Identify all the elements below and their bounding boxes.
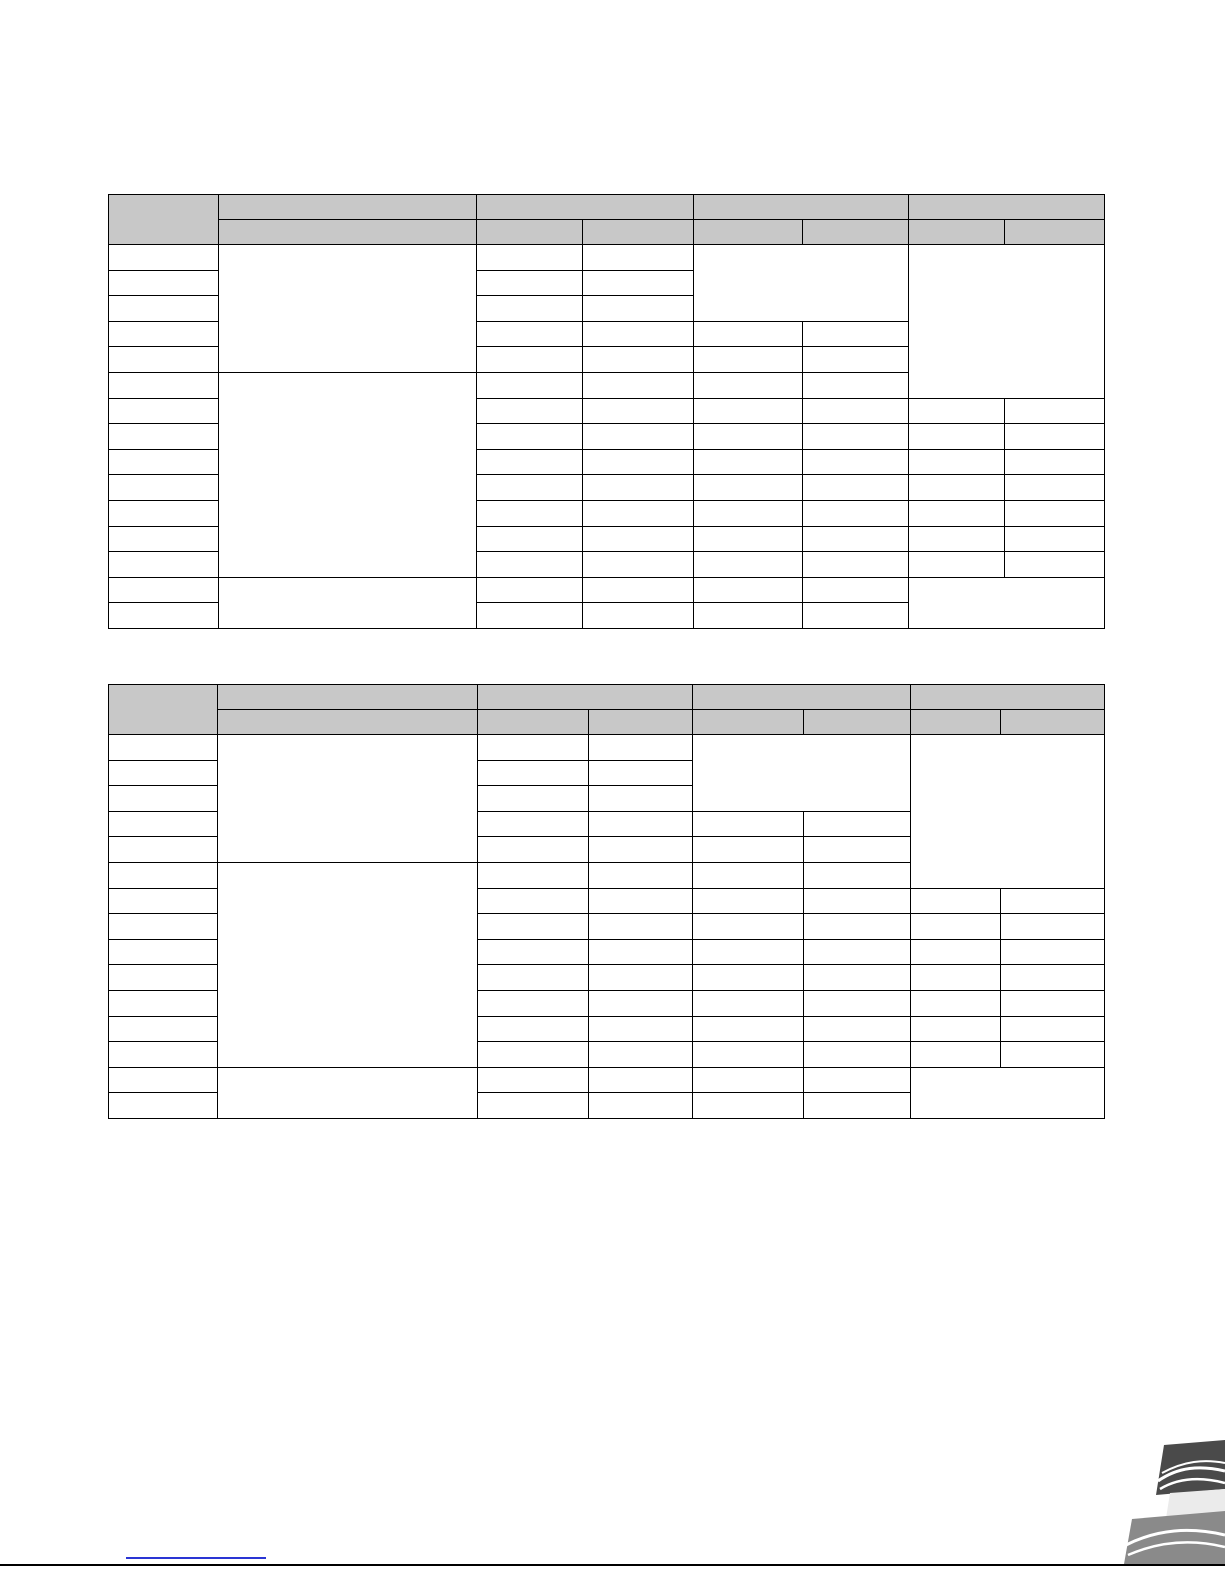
table-cell: [589, 837, 693, 863]
table-cell: [804, 1093, 911, 1119]
table-cell: [693, 990, 804, 1016]
table-cell: [693, 888, 804, 914]
table-cell: [109, 760, 218, 786]
table-row: [109, 577, 1105, 603]
table-cell: [803, 526, 909, 552]
subheader-cell: [909, 220, 1005, 245]
table-cell: [1005, 398, 1105, 424]
table-cell: [478, 735, 589, 761]
header-cell: [109, 685, 218, 735]
subheader-cell: [911, 710, 1001, 735]
table-cell: [477, 245, 583, 271]
table-cell: [109, 270, 219, 296]
table-cell: [693, 914, 804, 940]
table-cell: [583, 245, 694, 271]
table-cell: [803, 347, 909, 373]
table-cell: [478, 811, 589, 837]
table-row: [109, 245, 1105, 271]
table-cell: [109, 577, 219, 603]
table-cell: [693, 1042, 804, 1068]
table-cell: [693, 811, 804, 837]
table-cell: [694, 603, 803, 629]
table-cell: [109, 1093, 218, 1119]
table-cell: [109, 552, 219, 578]
merged-cell: [218, 735, 478, 863]
table-cell: [803, 603, 909, 629]
table-cell: [694, 526, 803, 552]
table-cell: [909, 475, 1005, 501]
table-cell: [589, 1042, 693, 1068]
table-cell: [109, 245, 219, 271]
table-cell: [693, 1016, 804, 1042]
table-cell: [694, 424, 803, 450]
table-cell: [803, 577, 909, 603]
table-cell: [803, 500, 909, 526]
table-cell: [1001, 888, 1105, 914]
table-cell: [478, 786, 589, 812]
table-cell: [109, 603, 219, 629]
table-row: [109, 735, 1105, 761]
table-cell: [911, 1042, 1001, 1068]
table-cell: [478, 837, 589, 863]
table-cell: [478, 939, 589, 965]
table-cell: [589, 786, 693, 812]
table-cell: [109, 321, 219, 347]
table-cell: [1001, 990, 1105, 1016]
table-cell: [583, 552, 694, 578]
table-cell: [1005, 475, 1105, 501]
table-cell: [911, 939, 1001, 965]
table-cell: [583, 270, 694, 296]
footer-rule: [0, 1564, 1225, 1566]
table-cell: [1005, 424, 1105, 450]
subheader-cell: [693, 710, 804, 735]
subheader-cell: [1001, 710, 1105, 735]
table-cell: [477, 526, 583, 552]
merged-cell: [909, 577, 1105, 628]
table-cell: [911, 914, 1001, 940]
table-cell: [804, 1042, 911, 1068]
header-cell: [693, 685, 911, 710]
header-cell: [478, 685, 693, 710]
table-cell: [583, 500, 694, 526]
table-cell: [583, 424, 694, 450]
table-cell: [694, 475, 803, 501]
table-cell: [109, 939, 218, 965]
table-cell: [477, 500, 583, 526]
merged-cell: [218, 862, 478, 1067]
table-cell: [589, 735, 693, 761]
subheader-cell: [1005, 220, 1105, 245]
table-cell: [589, 914, 693, 940]
table-cell: [1005, 449, 1105, 475]
table-cell: [803, 449, 909, 475]
table-cell: [477, 603, 583, 629]
table-cell: [109, 735, 218, 761]
table-cell: [109, 449, 219, 475]
table-cell: [478, 1042, 589, 1068]
table-cell: [109, 347, 219, 373]
table-cell: [694, 398, 803, 424]
table-cell: [583, 526, 694, 552]
table-cell: [109, 475, 219, 501]
subheader-cell: [478, 710, 589, 735]
table-cell: [803, 398, 909, 424]
header-cell: [219, 195, 477, 220]
table-cell: [694, 449, 803, 475]
table-cell: [693, 939, 804, 965]
table-cell: [589, 862, 693, 888]
table-cell: [477, 424, 583, 450]
subheader-cell: [219, 220, 477, 245]
subheader-cell: [583, 220, 694, 245]
table-cell: [694, 577, 803, 603]
table-cell: [589, 811, 693, 837]
table-cell: [803, 372, 909, 398]
header-cell: [109, 195, 219, 245]
table-cell: [477, 347, 583, 373]
subheader-cell: [218, 710, 478, 735]
table-cell: [109, 1067, 218, 1093]
table-cell: [583, 603, 694, 629]
merged-cell: [219, 577, 477, 628]
merged-cell: [694, 245, 909, 322]
table-cell: [478, 862, 589, 888]
spec-table-1: [108, 194, 1105, 629]
table-cell: [693, 862, 804, 888]
table-cell: [477, 449, 583, 475]
table-cell: [109, 526, 219, 552]
table-cell: [693, 837, 804, 863]
table-cell: [477, 270, 583, 296]
header-cell: [218, 685, 478, 710]
table-cell: [1005, 526, 1105, 552]
table-cell: [109, 862, 218, 888]
table-cell: [1001, 1042, 1105, 1068]
subheader-cell: [803, 220, 909, 245]
header-cell: [694, 195, 909, 220]
table-cell: [477, 321, 583, 347]
table-cell: [804, 939, 911, 965]
table-cell: [109, 811, 218, 837]
table-cell: [911, 990, 1001, 1016]
table-cell: [804, 837, 911, 863]
table-cell: [693, 965, 804, 991]
table-cell: [477, 552, 583, 578]
table-cell: [109, 500, 219, 526]
table-cell: [589, 760, 693, 786]
table-cell: [803, 424, 909, 450]
table-cell: [589, 1093, 693, 1119]
table-cell: [583, 372, 694, 398]
table-cell: [804, 990, 911, 1016]
table-cell: [1005, 552, 1105, 578]
table-cell: [911, 888, 1001, 914]
table-cell: [693, 1067, 804, 1093]
wave-logo-icon: [1118, 1437, 1225, 1564]
table-cell: [909, 449, 1005, 475]
table-cell: [109, 786, 218, 812]
table-cell: [109, 296, 219, 322]
table-cell: [589, 888, 693, 914]
table-cell: [583, 475, 694, 501]
table-cell: [109, 837, 218, 863]
table-cell: [589, 990, 693, 1016]
table-cell: [109, 990, 218, 1016]
table-cell: [909, 398, 1005, 424]
table-cell: [804, 1067, 911, 1093]
header-cell: [477, 195, 694, 220]
spec-table-2: [108, 684, 1105, 1119]
table-cell: [109, 372, 219, 398]
table-cell: [804, 1016, 911, 1042]
subheader-cell: [477, 220, 583, 245]
table-cell: [1001, 965, 1105, 991]
table-cell: [803, 321, 909, 347]
header-cell: [911, 685, 1105, 710]
table-cell: [589, 1067, 693, 1093]
table-cell: [477, 577, 583, 603]
merged-cell: [218, 1067, 478, 1118]
table-cell: [693, 1093, 804, 1119]
merged-cell: [911, 735, 1105, 889]
table-row: [109, 1067, 1105, 1093]
table-cell: [109, 424, 219, 450]
table-cell: [589, 939, 693, 965]
table-cell: [109, 398, 219, 424]
table-cell: [583, 347, 694, 373]
table-cell: [694, 372, 803, 398]
subheader-cell: [804, 710, 911, 735]
merged-cell: [219, 372, 477, 577]
subheader-cell: [694, 220, 803, 245]
table-cell: [109, 914, 218, 940]
table-cell: [478, 990, 589, 1016]
table-cell: [478, 965, 589, 991]
table-cell: [804, 914, 911, 940]
merged-cell: [693, 735, 911, 812]
table-cell: [109, 1016, 218, 1042]
footer-link-underline: [126, 1557, 266, 1559]
table-cell: [1005, 500, 1105, 526]
table-cell: [477, 296, 583, 322]
table-cell: [909, 500, 1005, 526]
table-cell: [1001, 939, 1105, 965]
subheader-cell: [589, 710, 693, 735]
table-cell: [477, 398, 583, 424]
merged-cell: [219, 245, 477, 373]
table-cell: [909, 552, 1005, 578]
table-cell: [477, 372, 583, 398]
table-cell: [583, 577, 694, 603]
table-cell: [1001, 1016, 1105, 1042]
table-cell: [589, 965, 693, 991]
table-cell: [583, 398, 694, 424]
table-cell: [804, 862, 911, 888]
table-cell: [911, 965, 1001, 991]
table-cell: [804, 965, 911, 991]
table-cell: [909, 526, 1005, 552]
table-cell: [804, 888, 911, 914]
table-cell: [911, 1016, 1001, 1042]
table-cell: [694, 552, 803, 578]
table-cell: [694, 347, 803, 373]
table-cell: [109, 1042, 218, 1068]
table-cell: [804, 811, 911, 837]
table-cell: [478, 1067, 589, 1093]
table-cell: [1001, 914, 1105, 940]
table-cell: [478, 760, 589, 786]
table-cell: [583, 321, 694, 347]
merged-cell: [911, 1067, 1105, 1118]
table-cell: [583, 296, 694, 322]
table-cell: [478, 888, 589, 914]
table-cell: [109, 965, 218, 991]
header-cell: [909, 195, 1105, 220]
merged-cell: [909, 245, 1105, 399]
table-cell: [109, 888, 218, 914]
table-cell: [478, 1093, 589, 1119]
table-cell: [694, 321, 803, 347]
table-cell: [803, 552, 909, 578]
table-cell: [583, 449, 694, 475]
table-cell: [803, 475, 909, 501]
table-cell: [909, 424, 1005, 450]
table-cell: [478, 1016, 589, 1042]
table-cell: [694, 500, 803, 526]
table-cell: [589, 1016, 693, 1042]
table-cell: [478, 914, 589, 940]
table-cell: [477, 475, 583, 501]
